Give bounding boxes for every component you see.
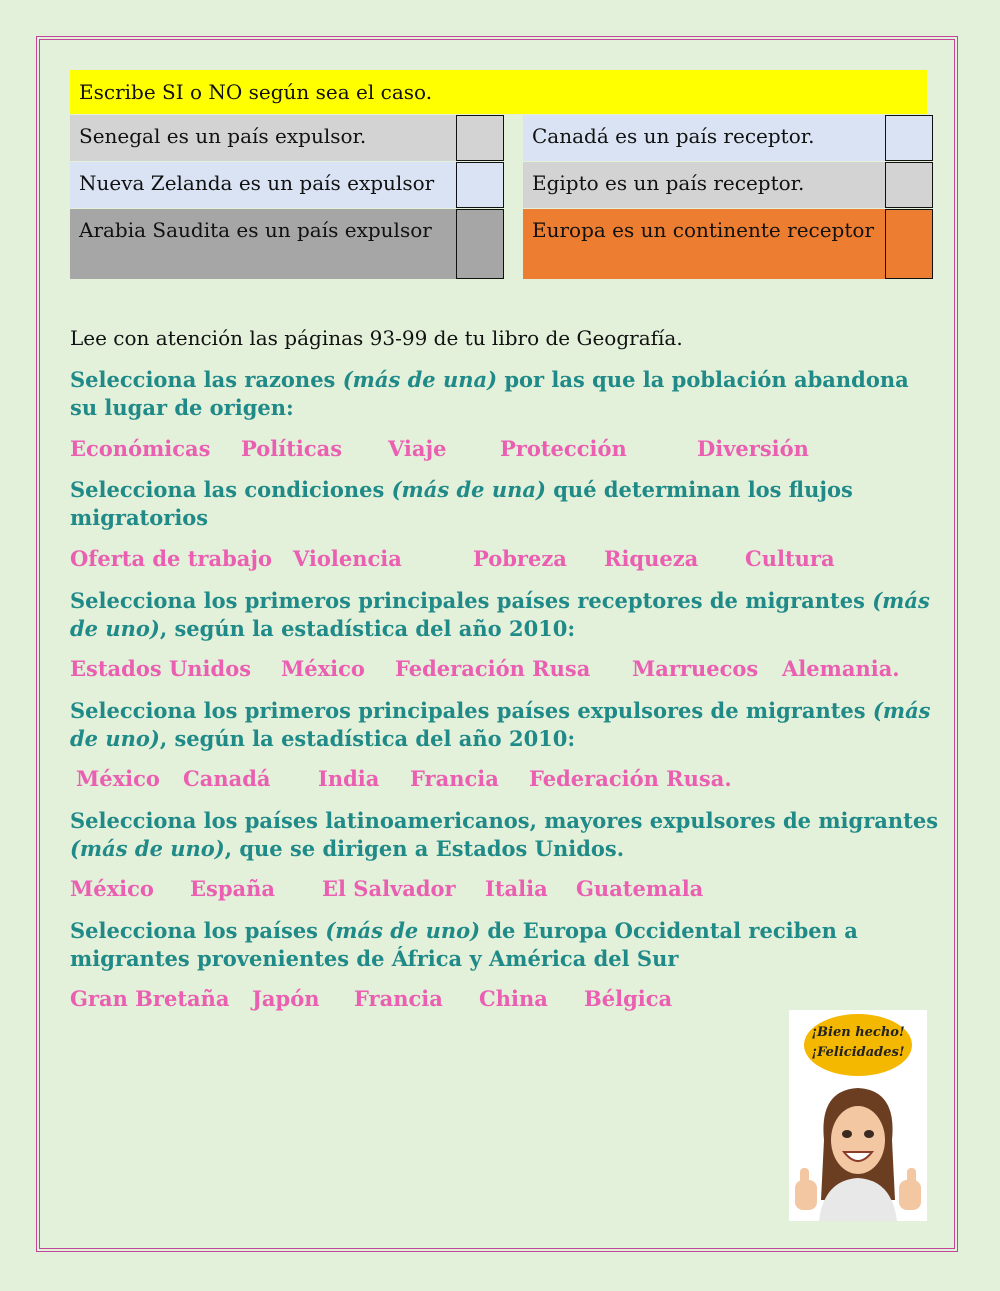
option-marruecos[interactable]: Marruecos: [632, 656, 759, 681]
question-2: Selecciona las condiciones (más de una) qué determinan los flujos migratorios: [70, 477, 853, 530]
option-francia[interactable]: Francia: [410, 766, 499, 791]
sticker-line-1: ¡Bien hecho!: [811, 1025, 905, 1040]
answer-box-nueva-zelanda[interactable]: [456, 162, 504, 208]
answer-box-senegal[interactable]: [456, 115, 504, 161]
option-belgica[interactable]: Bélgica: [584, 986, 673, 1011]
option-violencia[interactable]: Violencia: [293, 546, 402, 571]
option-oferta-de-trabajo[interactable]: Oferta de trabajo: [70, 546, 272, 571]
statement-senegal: Senegal es un país expulsor.: [70, 115, 456, 161]
option-india[interactable]: India: [318, 766, 380, 791]
option-federacion-rusa[interactable]: Federación Rusa.: [529, 766, 732, 791]
statement-europa: Europa es un continente receptor: [523, 209, 885, 279]
answer-box-canada[interactable]: [885, 115, 933, 161]
question-4: Selecciona los primeros principales países expulsores de migrantes (más de uno), según la estadística del año 2010:: [70, 698, 931, 751]
answer-box-arabia-saudita[interactable]: [456, 209, 504, 279]
congrats-sticker: [789, 1010, 927, 1221]
option-estados-unidos[interactable]: Estados Unidos: [70, 656, 252, 681]
statement-egipto: Egipto es un país receptor.: [523, 162, 885, 208]
question-1: Selecciona las razones (más de una) por las que la población abandona su lugar de origen:: [70, 367, 909, 420]
option-riqueza[interactable]: Riqueza: [604, 546, 699, 571]
question-5: Selecciona los países latinoamericanos, mayores expulsores de migrantes (más de uno), que se dirigen a Estados Unidos.: [70, 808, 939, 861]
option-federacion-rusa[interactable]: Federación Rusa: [395, 656, 591, 681]
option-diversion[interactable]: Diversión: [697, 436, 809, 461]
option-mexico[interactable]: México: [70, 876, 154, 901]
option-canada[interactable]: Canadá: [183, 766, 271, 791]
sticker-line-2: ¡Felicidades!: [811, 1045, 905, 1060]
answer-box-europa[interactable]: [885, 209, 933, 279]
option-proteccion[interactable]: Protección: [500, 436, 627, 461]
intro-text: Lee con atención las páginas 93-99 de tu libro de Geografía.: [70, 326, 683, 350]
option-mexico[interactable]: México: [281, 656, 365, 681]
option-italia[interactable]: Italia: [485, 876, 548, 901]
option-viaje[interactable]: Viaje: [388, 436, 447, 461]
option-politicas[interactable]: Políticas: [241, 436, 343, 461]
option-mexico[interactable]: México: [76, 766, 160, 791]
option-pobreza[interactable]: Pobreza: [473, 546, 567, 571]
option-economicas[interactable]: Económicas: [70, 436, 211, 461]
option-japon[interactable]: Japón: [252, 986, 320, 1011]
option-espana[interactable]: España: [190, 876, 275, 901]
statement-canada: Canadá es un país receptor.: [523, 115, 885, 161]
option-el-salvador[interactable]: El Salvador: [322, 876, 456, 901]
question-6: Selecciona los países (más de uno) de Europa Occidental reciben a migrantes provenientes de África y América del Sur: [70, 918, 858, 971]
option-cultura[interactable]: Cultura: [745, 546, 835, 571]
question-3: Selecciona los primeros principales países receptores de migrantes (más de uno), según la estadística del año 2010:: [70, 588, 930, 641]
avatar-illustration: [789, 1010, 927, 1221]
answer-box-egipto[interactable]: [885, 162, 933, 208]
option-alemania[interactable]: Alemania.: [782, 656, 900, 681]
option-china[interactable]: China: [479, 986, 548, 1011]
statement-arabia-saudita: Arabia Saudita es un país expulsor: [70, 209, 456, 279]
option-guatemala[interactable]: Guatemala: [576, 876, 704, 901]
instruction-header: Escribe SI o NO según sea el caso.: [70, 70, 927, 114]
statement-nueva-zelanda: Nueva Zelanda es un país expulsor: [70, 162, 456, 208]
option-francia[interactable]: Francia: [354, 986, 443, 1011]
option-gran-bretana[interactable]: Gran Bretaña: [70, 986, 230, 1011]
